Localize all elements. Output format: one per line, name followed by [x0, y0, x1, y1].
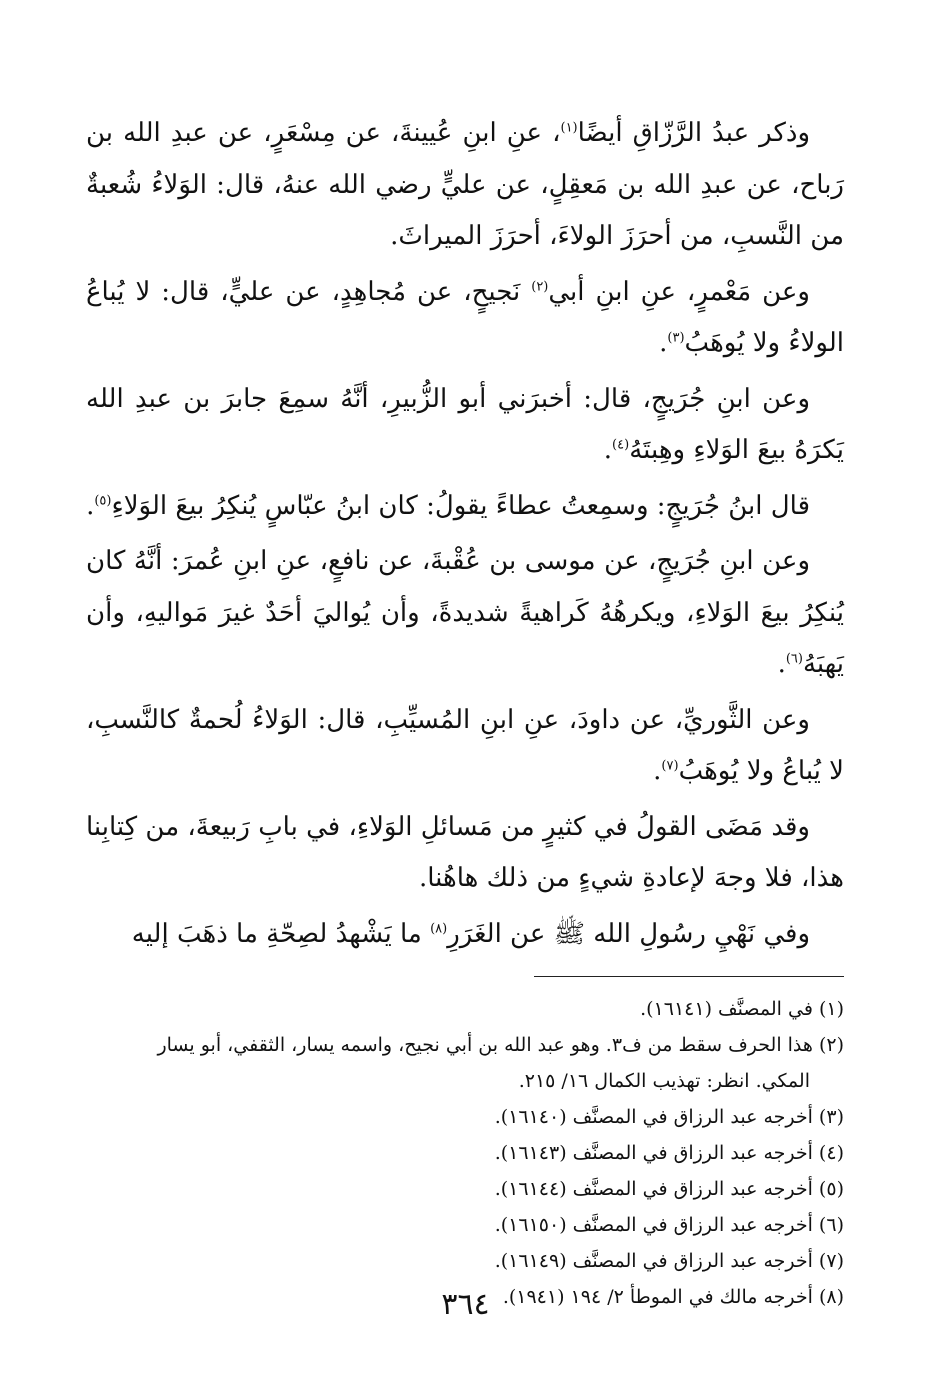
- paragraph: [86, 267, 844, 370]
- paragraph-text: وعن ابنِ جُرَيجٍ، قال: أخبرَني أبو الزُّبيرِ، أنَّهُ سمِعَ جابرَ بن عبدِ الله يَكرَهُ بيعَ الوَلاءِ وهِبتَهُ: [86, 383, 844, 465]
- paragraph-text: وقد مَضَى القولُ في كثيرٍ من مَسائلِ الوَلاءِ، في بابِ رَبيعةَ، من كِتابِنا هذا، فلا وجهَ لإعادةِ شيءٍ من ذلك هاهُنا.: [86, 811, 844, 893]
- paragraph-text: وذكر عبدُ الرَّزّاقِ أيضًا: [577, 118, 810, 148]
- paragraph-text: قال ابنُ جُرَيجٍ: وسمِعتُ عطاءً يقولُ: كان ابنُ عبّاسٍ يُنكِرُ بيعَ الوَلاءِ: [111, 490, 810, 521]
- paragraph-text: .: [777, 649, 786, 679]
- paragraph-text: .: [86, 490, 95, 521]
- paragraph: [86, 909, 844, 961]
- footnote: [86, 991, 844, 1027]
- paragraph: [86, 536, 844, 691]
- footnote: [86, 1207, 844, 1243]
- paragraph-text: .: [653, 756, 662, 786]
- main-text: [86, 108, 844, 960]
- footnote-reference: (٧): [661, 758, 679, 774]
- footnote-text: (٢) هذا الحرف سقط من ف٣. وهو عبد الله بن أبي نجيح، واسمه يسار، الثقفي، أبو يسار: [157, 1034, 844, 1056]
- paragraph: [86, 802, 844, 905]
- paragraph-text: .: [659, 328, 668, 358]
- paragraph: [86, 695, 844, 798]
- footnote: [86, 1243, 844, 1279]
- footnote-text: (٦) أخرجه عبد الرزاق في المصنَّف (١٦١٥٠).: [494, 1214, 844, 1236]
- footnote-text: (٨) أخرجه مالك في الموطأ ٢/ ١٩٤ (١٩٤١).: [502, 1286, 844, 1308]
- footnote: [86, 1171, 844, 1207]
- paragraph-text: وعن الثَّوريِّ، عن داودَ، عنِ ابنِ المُسيِّبِ، قال: الوَلاءُ لُحمةٌ كالنَّسبِ، لا يُباعُ ولا يُوهَبُ: [86, 704, 844, 786]
- footnote-reference: (١): [560, 120, 578, 136]
- paragraph-text: ، عنِ ابنِ عُيينةَ، عن مِسْعَرٍ، عن عبدِ الله بن رَباح، عن عبدِ الله بن مَعقِلٍ، عن عليٍّ رضي الله عنهُ، قال: الوَلاءُ شُعبةٌ من النَّسبِ، من أحرَزَ الولاءَ، أحرَزَ الميراثَ.: [86, 118, 844, 251]
- footnote: [86, 1027, 844, 1099]
- footnote-reference: (٢): [531, 278, 549, 294]
- footnote-separator: [534, 976, 844, 977]
- footnote-reference: (٨): [430, 920, 448, 936]
- footnotes: [86, 991, 844, 1315]
- footnote-reference: (٣): [667, 330, 685, 346]
- paragraph: [86, 481, 844, 533]
- footnote: [86, 1099, 844, 1135]
- paragraph-text: وعن ابنِ جُرَيجٍ، عن موسى بن عُقْبةَ، عن نافعٍ، عنِ ابنِ عُمرَ: أنَّهُ كان يُنكِرُ بيعَ الوَلاءِ، ويكرهُهُ كَراهيةً شديدةً، وأن يُواليَ أحَدٌ غيرَ مَواليهِ، وأن يَهبَهُ: [86, 546, 844, 679]
- paragraph-text: وفي نَهْيِ رسُولِ الله ﷺ عن الغَرَرِ: [447, 918, 810, 949]
- paragraph: [86, 108, 844, 263]
- footnote-text: (٣) أخرجه عبد الرزاق في المصنَّف (١٦١٤٠).: [494, 1106, 844, 1128]
- footnote-reference: (٤): [612, 437, 630, 453]
- paragraph-text: .: [603, 435, 613, 465]
- footnote-reference: (٦): [785, 651, 803, 667]
- footnote-text: المكي. انظر: تهذيب الكمال ١٦/ ٢١٥.: [518, 1070, 810, 1092]
- footnote-text: (٤) أخرجه عبد الرزاق في المصنَّف (١٦١٤٣).: [494, 1142, 844, 1164]
- paragraph: [86, 374, 844, 477]
- page-number: ٣٦٤: [441, 1287, 490, 1322]
- footnote-text: (٧) أخرجه عبد الرزاق في المصنَّف (١٦١٤٩).: [494, 1250, 844, 1272]
- footnote-reference: (٥): [94, 492, 112, 508]
- paragraph-text: وعن مَعْمرٍ، عنِ ابنِ أبي: [548, 276, 810, 307]
- footnote-text: (٥) أخرجه عبد الرزاق في المصنَّف (١٦١٤٤).: [494, 1178, 844, 1200]
- footnote: [86, 1135, 844, 1171]
- paragraph-text: نَجيحٍ، عن مُجاهِدٍ، عن عليٍّ، قال: لا يُباعُ الولاءُ ولا يُوهَبُ: [86, 276, 844, 358]
- footnote-text: (١) في المصنَّف (١٦١٤١).: [640, 998, 844, 1020]
- paragraph-text: ما يَشْهدُ لصِحّةِ ما ذهَبَ إليه: [131, 918, 431, 949]
- book-page: [86, 108, 844, 1338]
